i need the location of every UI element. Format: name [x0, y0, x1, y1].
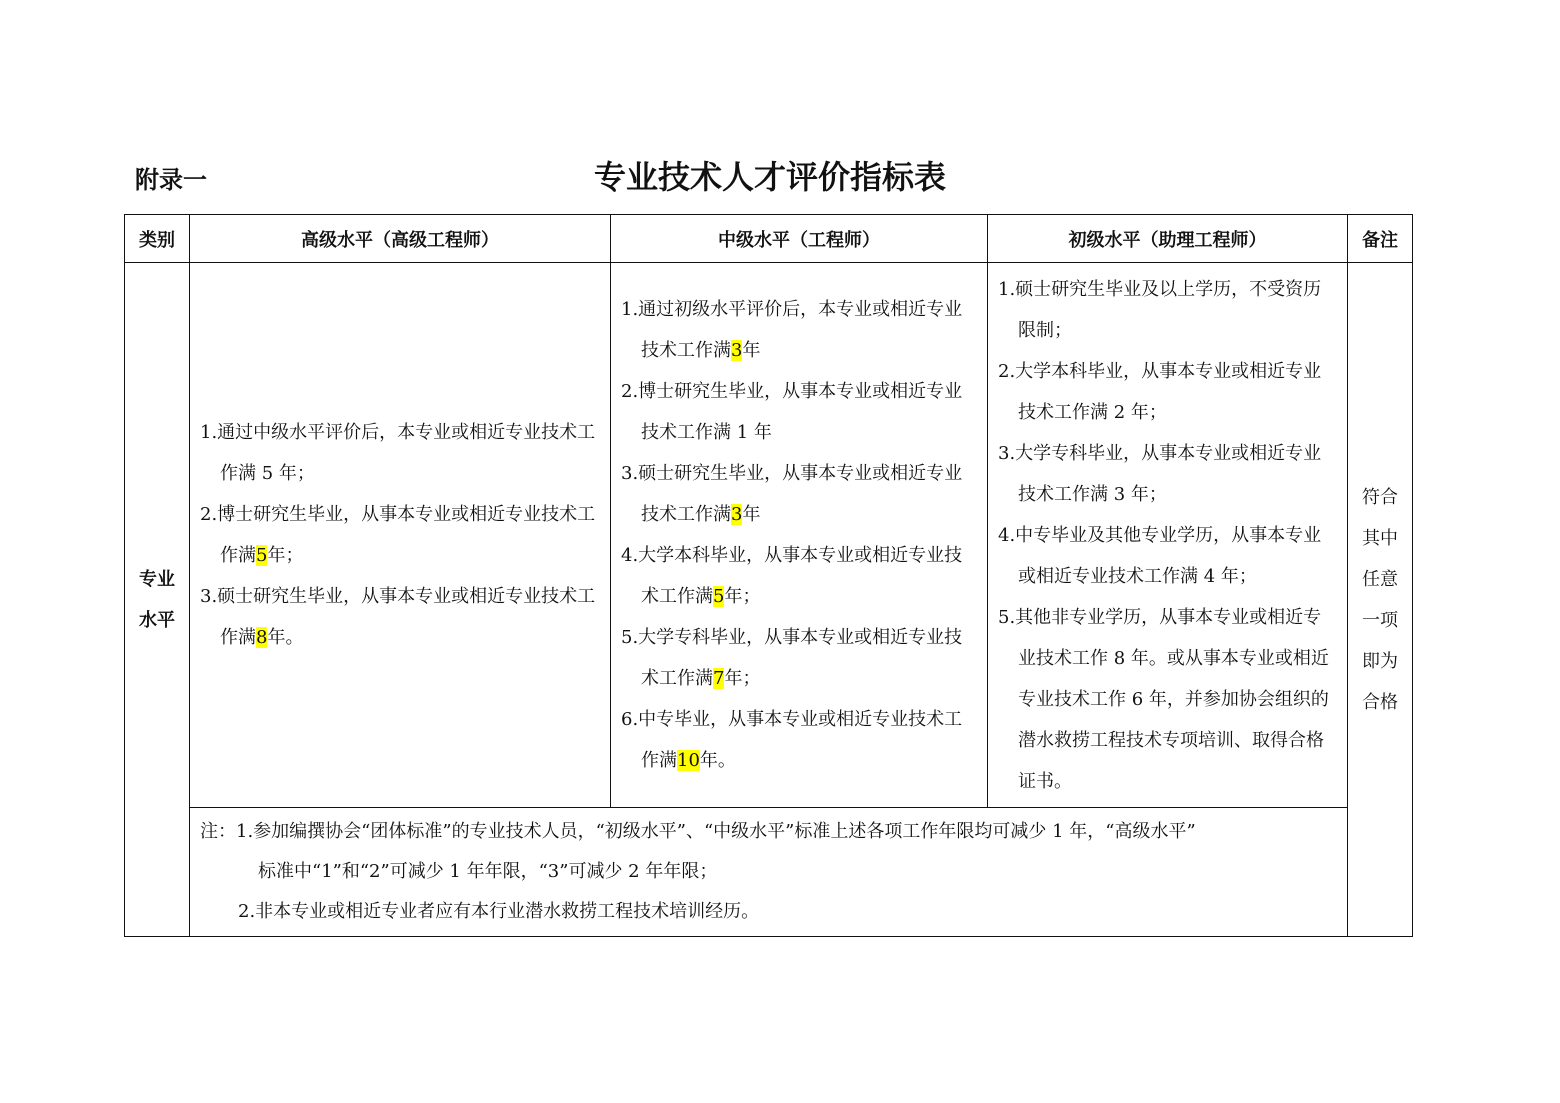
intermediate-item: 5.大学专科毕业，从事本专业或相近专业技术工作满7年；: [621, 627, 963, 689]
header-junior: 初级水平（助理工程师）: [988, 215, 1348, 263]
highlight-number: 5: [256, 545, 268, 566]
note-row: [125, 808, 1413, 937]
remark-line: 合格: [1362, 691, 1398, 713]
highlight-number: 5: [713, 586, 725, 607]
evaluation-table: [124, 214, 1413, 937]
note-line-3: 2.非本专业或相近专业者应有本行业潜水救捞工程技术培训经历。: [238, 901, 760, 922]
remark-line: 一项: [1362, 609, 1398, 631]
header-remarks: 备注: [1348, 215, 1413, 263]
category-cell: [125, 263, 190, 937]
intermediate-item: 3.硕士研究生毕业，从事本专业或相近专业技术工作满3年: [621, 463, 963, 525]
appendix-label: 附录一: [135, 166, 207, 194]
category-line-1: 专业: [139, 568, 175, 590]
highlight-number: 8: [256, 627, 268, 648]
senior-criteria-cell: [190, 263, 611, 808]
page-title: 专业技术人才评价指标表: [593, 158, 946, 196]
junior-item: 3.大学专科毕业，从事本专业或相近专业技术工作满 3 年；: [998, 442, 1322, 505]
intermediate-item: 1.通过初级水平评价后，本专业或相近专业技术工作满3年: [621, 299, 963, 361]
highlight-number: 3: [731, 504, 743, 525]
header-senior: 高级水平（高级工程师）: [190, 215, 611, 263]
remark-line: 即为: [1362, 650, 1398, 672]
junior-item: 4.中专毕业及其他专业学历，从事本专业或相近专业技术工作满 4 年；: [998, 524, 1322, 587]
intermediate-item: 6.中专毕业，从事本专业或相近专业技术工作满10年。: [621, 709, 963, 771]
junior-criteria-cell: [988, 263, 1348, 808]
remark-line: 符合: [1362, 486, 1398, 508]
senior-item: 1.通过中级水平评价后，本专业或相近专业技术工作满 5 年；: [200, 422, 596, 484]
note-line-1: 注：1.参加编撰协会“团体标准”的专业技术人员，“初级水平”、“中级水平”标准上述各项工作年限均可减少 1 年，“高级水平”: [200, 821, 1196, 842]
remark-line: 任意: [1362, 568, 1398, 590]
senior-item: 3.硕士研究生毕业，从事本专业或相近专业技术工作满8年。: [200, 586, 596, 648]
remarks-cell: [1348, 263, 1413, 937]
note-cell: [190, 808, 1348, 937]
header-category: 类别: [125, 215, 190, 263]
professional-level-row: [125, 263, 1413, 808]
header-row: [125, 215, 1413, 263]
junior-item: 1.硕士研究生毕业及以上学历，不受资历限制；: [998, 278, 1322, 341]
highlight-number: 10: [677, 750, 700, 771]
junior-item: 2.大学本科毕业，从事本专业或相近专业技术工作满 2 年；: [998, 360, 1322, 423]
junior-item: 5.其他非专业学历，从事本专业或相近专业技术工作 8 年。或从事本专业或相近专业技术工作 6 年，并参加协会组织的潜水救捞工程技术专项培训、取得合格证书。: [998, 606, 1329, 792]
senior-item: 2.博士研究生毕业，从事本专业或相近专业技术工作满5年；: [200, 504, 596, 566]
category-line-2: 水平: [139, 609, 175, 631]
intermediate-criteria-cell: [611, 263, 988, 808]
highlight-number: 7: [713, 668, 725, 689]
header-intermediate: 中级水平（工程师）: [611, 215, 988, 263]
intermediate-item: 2.博士研究生毕业，从事本专业或相近专业技术工作满 1 年: [621, 381, 963, 443]
note-line-2: 标准中“1”和“2”可减少 1 年年限，“3”可减少 2 年年限；: [258, 861, 718, 882]
highlight-number: 3: [731, 340, 743, 361]
remark-line: 其中: [1362, 527, 1398, 549]
intermediate-item: 4.大学本科毕业，从事本专业或相近专业技术工作满5年；: [621, 545, 963, 607]
